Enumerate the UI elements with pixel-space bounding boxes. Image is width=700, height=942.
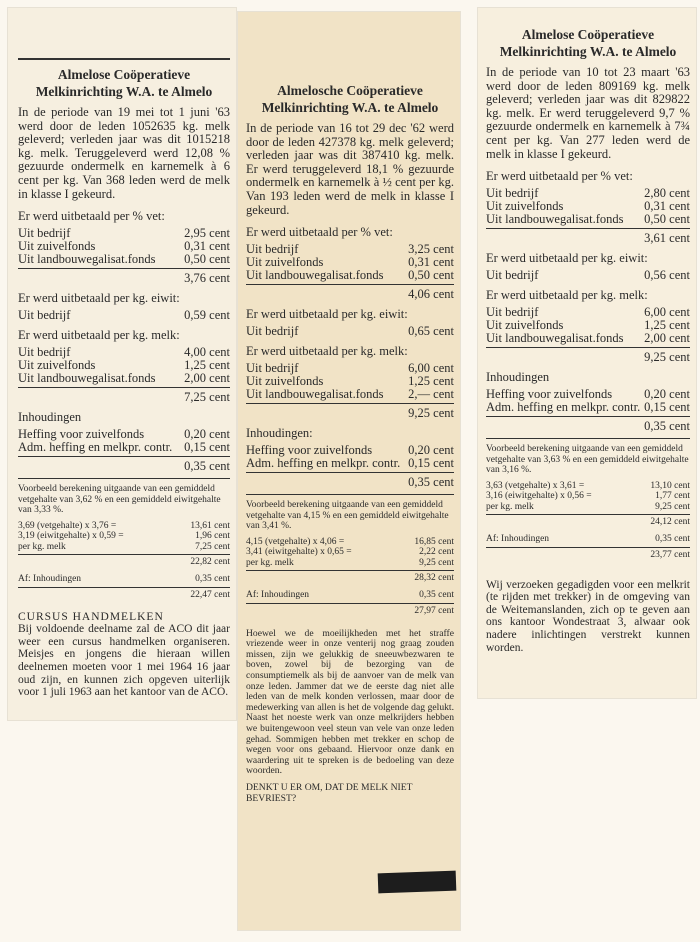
melk-row: Uit zuivelfonds 1,25 cent [486,318,690,333]
inhouding-row: Adm. heffing en melkpr. contr. 0,15 cent [246,456,454,471]
black-tape [378,871,457,894]
melk-row: Uit landbouwegalisat.fonds 2,— cent [246,387,454,402]
body-text: Hoewel we de moeilijkheden met het straffe vriezende weer in onze venterij nog graag zouden missen, zijn we gelukkig de sneeuwbezwaren te boven, zowel bij de bezorging van de consumptiemelk als bij de aanvoer van de melk van onze leden. Jammer dat we de eerste dag niet alle leden van de melk konden verlossen, maar door de medewerking van allen is het de volgende dag gelukt. Naast het noeste werk van onze melkrijders hebben we buitengewoon veel steun van vele van onze leden gehad. Sommigen hebben met trekker en schop de wegen voor ons gebaand. Hiervoor onze dank en waardering uit te spreken is de bedoeling van deze woorden. [246,627,454,777]
inhoudingen-header: Inhoudingen [18,410,82,425]
inhoudingen-total: 0,35 cent [18,456,230,473]
inhouding-row: Adm. heffing en melkpr. contr. 0,15 cent [18,440,230,455]
body-text: Wij verzoeken gegadigden voor een melkrit (te rijden met trekker) in de omgeving van de Weitemanslanden, zich op te geven aan ons kantoor Wondestraat 3, alwaar ook nadere inlichtingen verstrekt kunnen worden. [486,578,690,654]
vet-total: 3,76 cent [18,268,230,285]
eiwit-header: Er werd uitbetaald per kg. eiwit: [18,291,180,306]
vet-header: Er werd uitbetaald per % vet: [246,225,393,240]
intro-text: In de periode van 10 tot 23 maart '63 werd door de leden 809169 kg. melk geleverd; verleden jaar was dit 829822 kg. melk. Er werd teruggeleverd 9,7 % gezuurde ondermelk en karnemelk à 7¾ cent per kg. Van 277 leden werd de melk in klasse I gekeurd. [486,65,690,161]
final-total: 23,77 cent [486,547,690,561]
inhoudingen-total: 0,35 cent [486,416,690,433]
vet-row: Uit zuivelfonds 0,31 cent [246,255,454,270]
vet-row: Uit landbouwegalisat.fonds 0,50 cent [246,268,454,283]
vet-total: 4,06 cent [246,284,454,301]
inhouding-row: Heffing voor zuivelfonds 0,20 cent [246,443,454,458]
calc-row: per kg. melk 7,25 cent [18,541,230,552]
melk-header: Er werd uitbetaald per kg. melk: [486,288,648,303]
af-row: Af: Inhoudingen 0,35 cent [486,534,690,545]
melk-row: Uit bedrijf 4,00 cent [18,345,230,360]
melk-total: 9,25 cent [246,403,454,420]
course-text: Bij voldoende deelname zal de ACO dit jaar weer een cursus handmelken organiseren. Meisjes en jongens die hieraan willen deelnemen moeten voor 1 mei 1964 16 jaar oud zijn, en kunnen zich opgeven uiterlijk voor 1 juli 1963 aan het kantoor van de ACO. [18,623,230,699]
eiwit-row: Uit bedrijf 0,65 cent [246,324,454,339]
vet-header: Er werd uitbetaald per % vet: [486,169,633,184]
clipping-title: Almelose Coöperatieve Melkinrichting W.A. te Almelo [499,27,677,59]
vet-row: Uit bedrijf 3,25 cent [246,242,454,257]
divider [18,478,230,479]
example-intro: Voorbeeld berekening uitgaande van een gemiddeld vetgehalte van 3,62 % en een gemiddeld eiwitgehalte van 3,33 %. [18,484,221,516]
melk-row: Uit zuivelfonds 1,25 cent [246,374,454,389]
vet-row: Uit bedrijf 2,80 cent [486,186,690,201]
calc-row: per kg. melk 9,25 cent [246,557,454,568]
eiwit-row: Uit bedrijf 0,56 cent [486,268,690,283]
melk-row: Uit zuivelfonds 1,25 cent [18,358,230,373]
melk-total: 9,25 cent [486,347,690,364]
calc-row: 3,16 (eiwitgehalte) x 0,56 = 1,77 cent [486,491,690,502]
divider [486,438,690,439]
calc-row: 3,69 (vetgehalte) x 3,76 = 13,61 cent [18,520,230,531]
final-total: 27,97 cent [246,603,454,617]
af-row: Af: Inhoudingen 0,35 cent [18,574,230,585]
clipping-left [8,8,236,720]
vet-row: Uit landbouwegalisat.fonds 0,50 cent [486,212,690,227]
calc-row: 3,19 (eiwitgehalte) x 0,59 = 1,96 cent [18,531,230,542]
vet-header: Er werd uitbetaald per % vet: [18,209,165,224]
melk-header: Er werd uitbetaald per kg. melk: [246,344,408,359]
example-intro: Voorbeeld berekening uitgaande van een gemiddeld vetgehalte van 3,63 % en een gemiddeld eiwitgehalte van 3,16 %. [486,444,689,476]
clipping-title: Almelose Coöperatieve Melkinrichting W.A. te Almelo [35,67,213,99]
divider [246,494,454,495]
inhouding-row: Adm. heffing en melkpr. contr. 0,15 cent [486,400,690,415]
calc-row: 4,15 (vetgehalte) x 4,06 = 16,85 cent [246,536,454,547]
vet-total: 3,61 cent [486,228,690,245]
inhouding-row: Heffing voor zuivelfonds 0,20 cent [486,387,690,402]
calc-total: 22,82 cent [18,554,230,568]
vet-row: Uit landbouwegalisat.fonds 0,50 cent [18,252,230,267]
title-rule [18,58,230,60]
calc-row: 3,41 (eiwitgehalte) x 0,65 = 2,22 cent [246,547,454,558]
inhoudingen-header: Inhoudingen: [246,426,313,441]
af-row: Af: Inhoudingen 0,35 cent [246,590,454,601]
inhoudingen-total: 0,35 cent [246,472,454,489]
melk-total: 7,25 cent [18,387,230,404]
melk-row: Uit bedrijf 6,00 cent [246,361,454,376]
calc-row: per kg. melk 9,25 cent [486,501,690,512]
eiwit-header: Er werd uitbetaald per kg. eiwit: [246,307,408,322]
melk-header: Er werd uitbetaald per kg. melk: [18,328,180,343]
intro-text: In de periode van 16 tot 29 dec '62 werd door de leden 427378 kg. melk geleverd; verleden jaar was dit 387410 kg. melk. Er werd teruggeleverd 18,1 % gezuurde ondermelk en karnemelk à ½ cent per kg. Van 193 leden werd de melk in klasse I gekeurd. [246,121,454,217]
clipping-right [478,8,696,698]
course-title: CURSUS HANDMELKEN [18,610,164,623]
calc-row: 3,63 (vetgehalte) x 3,61 = 13,10 cent [486,480,690,491]
inhouding-row: Heffing voor zuivelfonds 0,20 cent [18,427,230,442]
eiwit-header: Er werd uitbetaald per kg. eiwit: [486,251,648,266]
calc-total: 28,32 cent [246,570,454,584]
calc-total: 24,12 cent [486,514,690,528]
inhoudingen-header: Inhoudingen [486,370,550,385]
intro-text: In de periode van 19 mei tot 1 juni '63 werd door de leden 1052635 kg. melk geleverd; verleden jaar was dit 1015218 kg. melk. Teruggeleverd werd 12,08 % gezuurde ondermelk en karnemelk à 6 cent per kg. Van 368 leden werd de melk in klasse I gekeurd. [18,105,230,201]
melk-row: Uit bedrijf 6,00 cent [486,305,690,320]
vet-row: Uit bedrijf 2,95 cent [18,226,230,241]
clipping-title: Almelosche Coöperatieve Melkinrichting W.A. te Almelo [261,83,439,115]
example-intro: Voorbeeld berekening uitgaande van een gemiddeld vetgehalte van 4,15 % en een gemiddeld eiwitgehalte van 3,41 %. [246,500,449,532]
vet-row: Uit zuivelfonds 0,31 cent [486,199,690,214]
melk-row: Uit landbouwegalisat.fonds 2,00 cent [486,331,690,346]
clipping-middle [238,12,460,930]
vet-row: Uit zuivelfonds 0,31 cent [18,239,230,254]
final-total: 22,47 cent [18,587,230,601]
eiwit-row: Uit bedrijf 0,59 cent [18,308,230,323]
melk-row: Uit landbouwegalisat.fonds 2,00 cent [18,371,230,386]
closing-text: DENKT U ER OM, DAT DE MELK NIET BEVRIEST? [246,781,413,804]
